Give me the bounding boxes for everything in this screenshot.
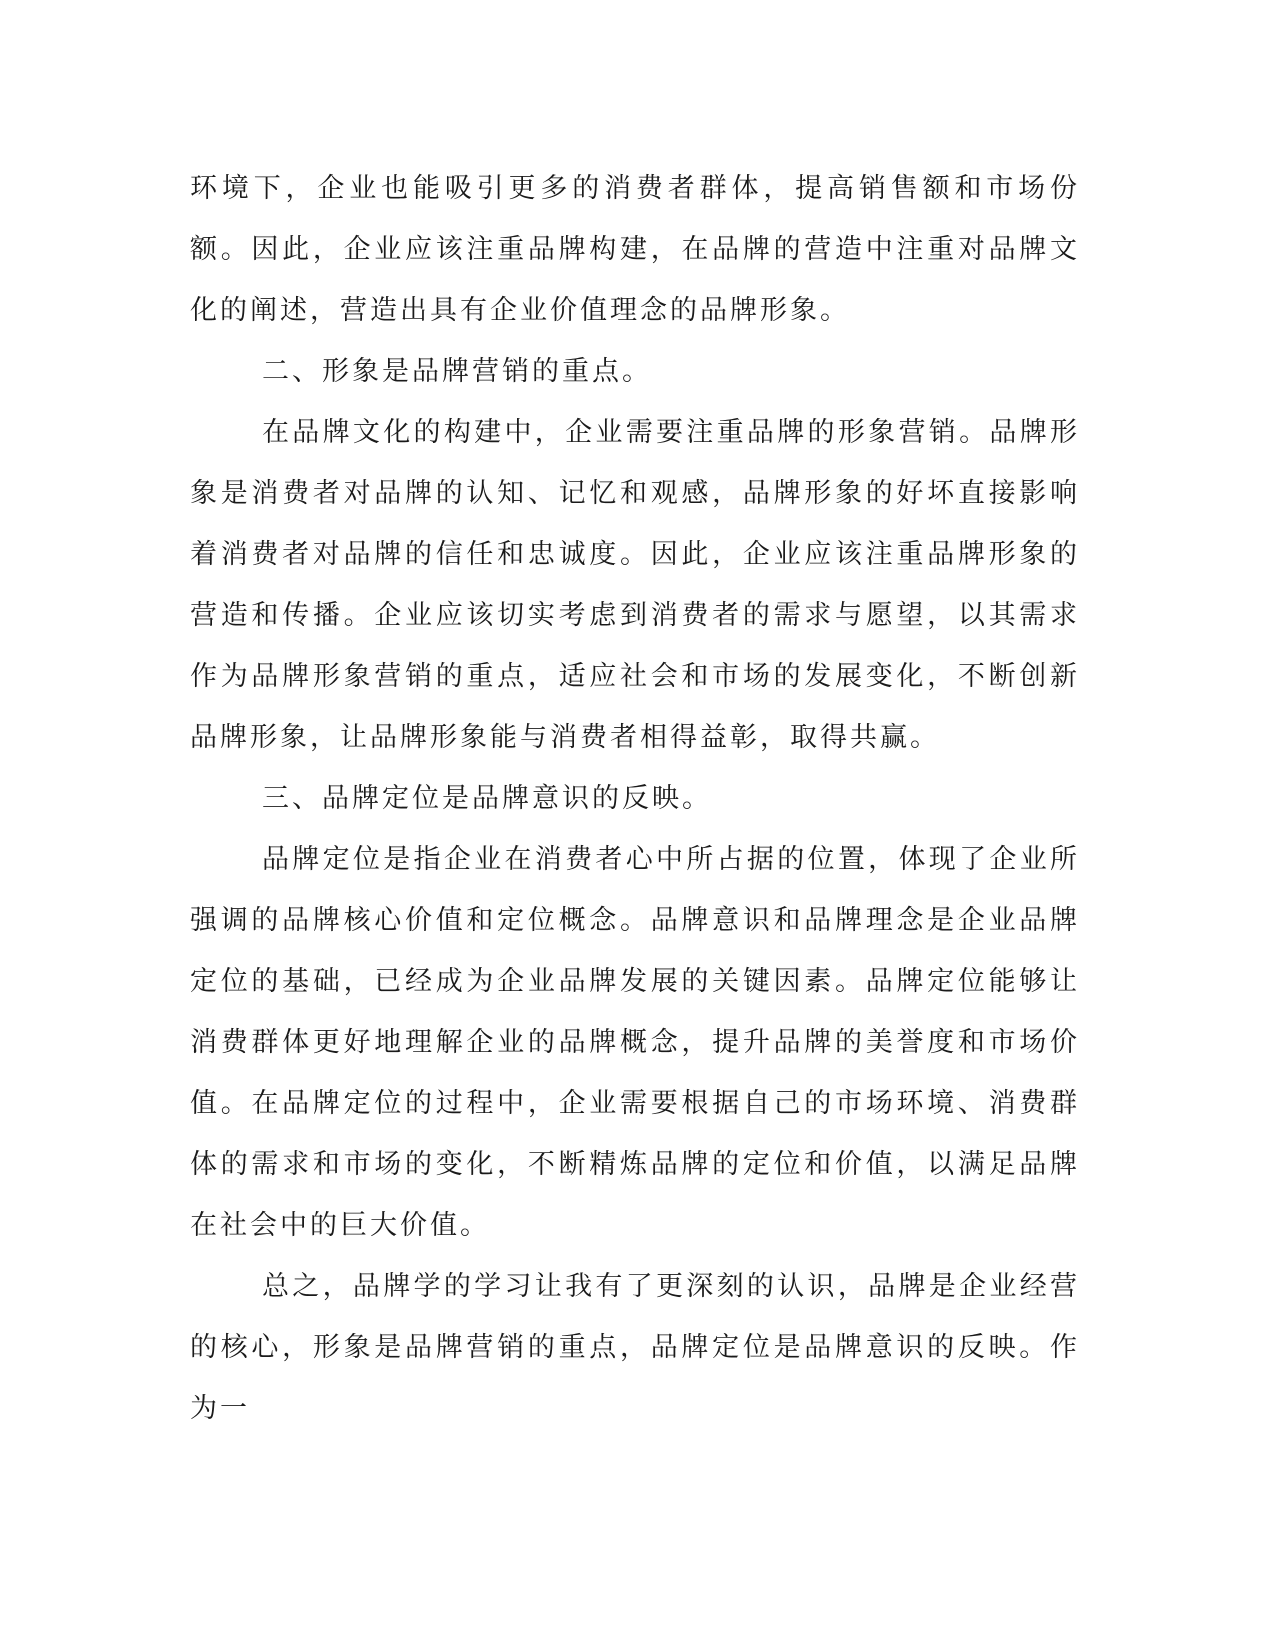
paragraph-conclusion: 总之，品牌学的学习让我有了更深刻的认识，品牌是企业经营的核心，形象是品牌营销的重点，品牌定位是品牌意识的反映。作为一 [190, 1271, 1080, 1424]
paragraph-image-marketing: 在品牌文化的构建中，企业需要注重品牌的形象营销。品牌形象是消费者对品牌的认知、记忆和观感，品牌形象的好坏直接影响着消费者对品牌的信任和忠诚度。因此，企业应该注重品牌形象的营造和传播。企业应该切实考虑到消费者的需求与愿望，以其需求作为品牌形象营销的重点，适应社会和市场的发展变化，不断创新品牌形象，让品牌形象能与消费者相得益彰，取得共赢。 [190, 417, 1080, 753]
paragraph-continuation: 环境下，企业也能吸引更多的消费者群体，提高销售额和市场份额。因此，企业应该注重品牌构建，在品牌的营造中注重对品牌文化的阐述，营造出具有企业价值理念的品牌形象。 [190, 173, 1080, 326]
section-heading-image: 二、形象是品牌营销的重点。 [262, 356, 652, 387]
document-body [190, 158, 1080, 1439]
section-heading-positioning: 三、品牌定位是品牌意识的反映。 [262, 783, 712, 814]
paragraph-brand-positioning: 品牌定位是指企业在消费者心中所占据的位置，体现了企业所强调的品牌核心价值和定位概念。品牌意识和品牌理念是企业品牌定位的基础，已经成为企业品牌发展的关键因素。品牌定位能够让消费群体更好地理解企业的品牌概念，提升品牌的美誉度和市场价值。在品牌定位的过程中，企业需要根据自己的市场环境、消费群体的需求和市场的变化，不断精炼品牌的定位和价值，以满足品牌在社会中的巨大价值。 [190, 844, 1080, 1241]
